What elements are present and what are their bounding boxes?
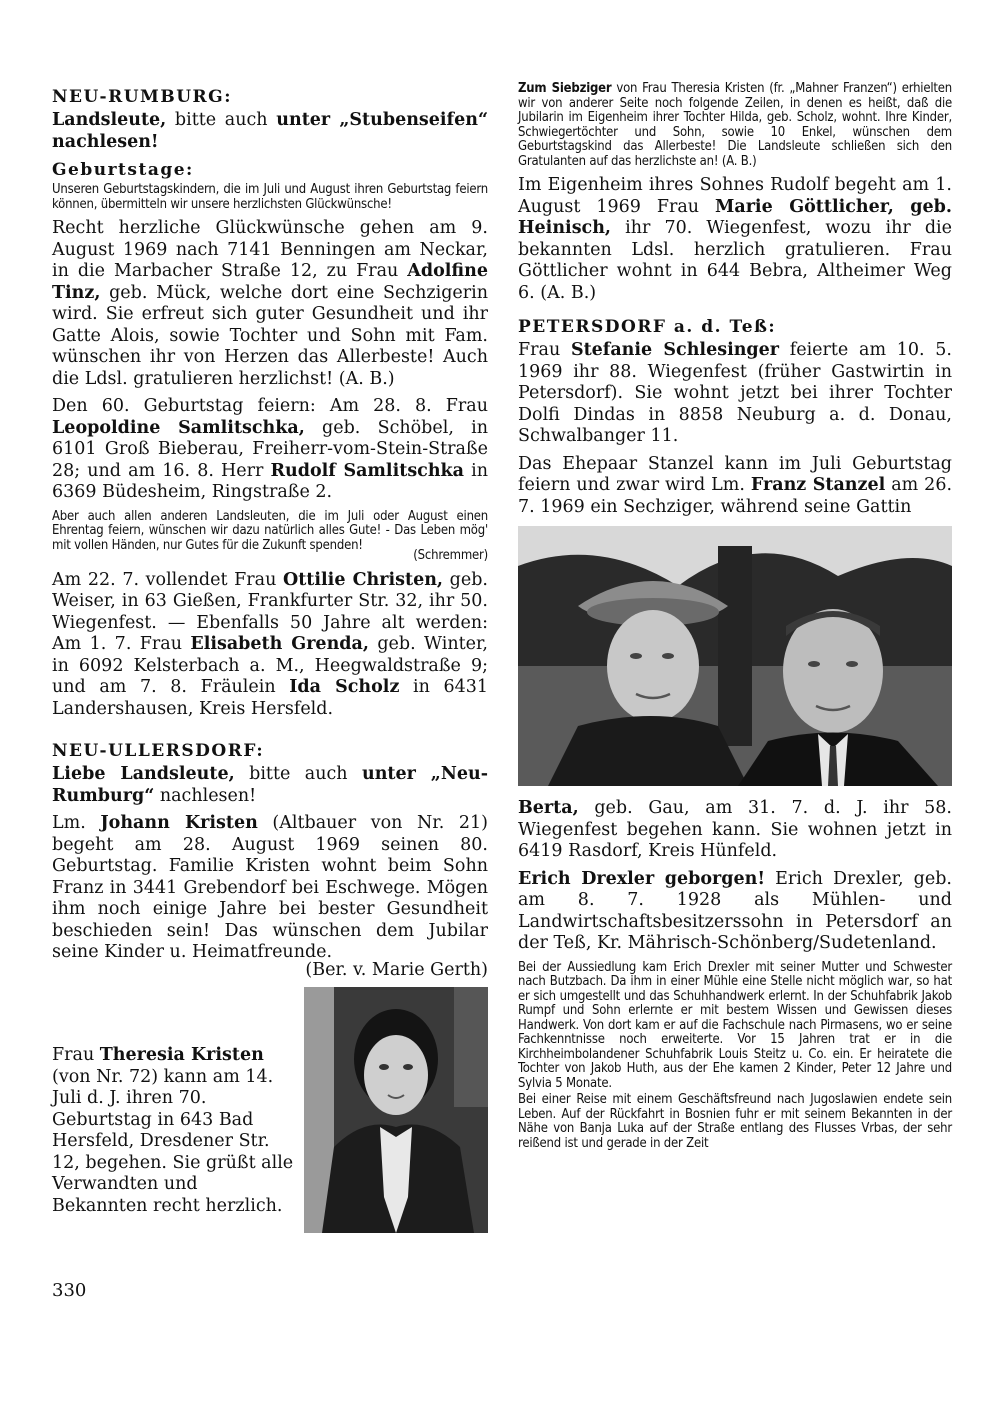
drexler-journey: Bei einer Reise mit einem Geschäftsfreund nach Jugoslawien endete sein Leben. Auf der Rückfahrt in Bosnien fuhr er mit seinem Bekannten in der Nähe von Banja Luka auf der Straße entlang des Flusses Vrbas, der sehr reißend ist und gerade in der Zeit [518,1092,952,1151]
intro-bold-2: unter „Stubenseifen“ nachlesen! [52,110,489,152]
neu-rumburg-heading: NEU-RUMBURG: [52,87,232,107]
text: ihr 70. Wiegenfest, wozu ihr die bekannten Ldsl. herzlich gratulieren. Frau Göttlicher wohnt in 644 Bebra, Altheimer Weg 6. (A. B.) [518,218,952,303]
text: Das Ehepaar Stanzel kann im Juli Geburtstag feiern und zwar wird Lm. [518,453,952,495]
text: bitte auch [234,764,362,784]
intro-text: bitte auch [166,110,277,130]
christen-paragraph [52,570,488,721]
right-column [518,80,952,1157]
drexler-details: Bei der Aussiedlung kam Erich Drexler mit seiner Mutter und Schwester nach Butzbach. Da ihm in einer Mühle eine Stelle nicht möglich war, so hat er sich umgestellt und das Schuhhandwerk erlernt. In der Schuhfabrik Jakob Rumpf und Sohn erlernte er mit bestem Wissen und Gewissen dieses Handwerk. Von dort kam er auf die Fachschule nach Pirmasens, wo er seine Fachkenntnisse noch erweiterte. Vor 15 Jahren trat er in die Kirchheimbolandener Schuhfabrik Louis Steitz u. Co. ein. Er heiratete die Tochter von Jakob Huth, aus der Ehe kamen 2 Kinder, Peter 12 Jahre und Sylvia 5 Monate. [518,959,952,1091]
text: geb. Winter, in 6092 Kelsterbach a. M., Heegwaldstraße 9; und am 7. 8. Fräulein [52,634,488,697]
text: am 26. 7. 1969 ein Sechziger, während seine Gattin [518,475,953,517]
birthdays-subheading: Geburtstage: [52,160,194,180]
name-bold: Adolfine Tinz, [52,261,488,303]
johann-kristen-paragraph [52,813,488,964]
text: Frau [518,340,571,360]
text: nachlesen! [154,785,257,806]
text: in 6369 Büdesheim, Ringstraße 2. [52,460,488,502]
text: in 6431 Landershausen, Kreis Hersfeld. [52,677,488,719]
name-bold: Ottilie Christen, [282,569,444,590]
stanzel-paragraph-start [518,454,952,519]
text: Im Eigenheim ihres Sohnes Rudolf begeht am 1. August 1969 Frau [518,175,952,217]
text: Frau [52,1045,100,1065]
name-bold: Marie Göttlicher, geb. Heinisch, [518,196,952,238]
name-bold: Ida Scholz [289,677,400,697]
theresia-kristen-paragraph [52,987,294,1227]
gerth-attribution: (Ber. v. Marie Gerth) [305,959,488,980]
couple-photo-drawing [518,526,952,786]
schlesinger-paragraph [518,340,952,448]
text: Am 22. 7. vollendet Frau [52,569,283,590]
drexler-title: Erich Drexler geborgen! [518,868,766,889]
schremmer-attribution: (Schremmer) [413,548,488,563]
text: geb. Mück, welche dort eine Sechzigerin wird. Sie erfreut sich guter Gesundheit und ihr Gatte Alois, sowie Tochter und Sohn mit Fam. wünschen ihr von Herzen das Allerbeste! Auch die Ldsl. gratulieren herzlichst! (A. B.) [52,282,488,389]
neu-ullersdorf-heading: NEU-ULLERSDORF: [52,741,265,761]
text: Den 60. Geburtstag feiern: Am 28. 8. Frau [52,396,488,416]
goettlicher-paragraph [518,175,952,304]
tinz-paragraph [52,218,488,390]
name-bold: Elisabeth Grenda, [190,634,369,654]
name-bold: Franz Stanzel [750,475,886,495]
text: geb. Gau, am 31. 7. d. J. ihr 58. Wiegenfest begehen kann. Sie wohnen jetzt in 6419 Rasdorf, Kreis Hünfeld. [518,798,952,861]
text: von Frau Theresia Kristen (fr. „Mahner Franzen“) erhielten wir von anderer Seite noch folgende Zeilen, in denen es heißt, daß die Jubilarin im Eigenheim ihrer Tochter Hilda, geb. Scholz, wohnt. Ihre Kinder, Schwiegertöchter und Sohn, sowie 10 Enkel, wünschen dem Geburtstagskind das Allerbeste! Die Landsleute schließen sich den Gratulanten auf das herzlichste an! (A. B.) [518,81,952,169]
lead-bold: Zum Siebziger [518,81,612,96]
name-bold: Johann Kristen [100,813,258,833]
left-column [52,80,488,1233]
portrait-photo [304,987,488,1233]
intro-bold: Liebe Landsleute, [52,764,235,784]
samlitschka-paragraph [52,396,488,504]
name-bold: Stefanie Schlesinger [570,340,780,360]
name-bold: Theresia Kristen [99,1045,264,1065]
theresia-kristen-block [52,987,488,1233]
intro-bold-2: unter „Neu-Rumburg“ [52,764,488,806]
text: (von Nr. 72) kann am 14. Juli d. J. ihren 70. Geburtstag in 643 Bad Hersfeld, Dresdener Str. 12, begehen. Sie grüßt alle Verwandten und Bekannten recht herzlich. [52,1066,294,1216]
portrait-photo-drawing [304,987,488,1233]
neu-ullersdorf-intro [52,764,488,807]
name-bold: Rudolf Samlitschka [270,460,465,481]
stanzel-paragraph-end [518,798,952,863]
petersdorf-heading: PETERSDORF a. d. Teß: [518,317,777,337]
birthday-greeting: Unseren Geburtstagskindern, die im Juli und August ihren Geburtstag feiern können, übermitteln wir unsere herzlichsten Glückwünsche! [52,182,488,212]
text: geb. Weiser, in 63 Gießen, Frankfurter Str. 32, ihr 50. Wiegenfest. — Ebenfalls 50 Jahre alt werden: Am 1. 7. Frau [52,569,488,654]
name-bold-berta: Berta, [518,798,579,818]
page-number: 330 [52,1280,87,1301]
name-bold: Leopoldine Samlitschka, [52,417,305,438]
siebziger-paragraph [518,82,952,169]
text: Lm. [52,813,101,833]
text: geb. Schöbel, in 6101 Groß Bieberau, Freiherr-vom-Stein-Straße 28; und am 16. 8. Herr [52,417,488,481]
couple-photo [518,526,952,786]
text: Erich Drexler, geb. am 8. 7. 1928 als Mühlen- und Landwirtschaftsbesitzerssohn in Petersdorf an der Teß, Kr. Mährisch-Schönberg/Sudetenland. [518,868,952,953]
drexler-paragraph [518,869,952,955]
text: feierte am 10. 5. 1969 ihr 88. Wiegenfest (früher Gastwirtin in Petersdorf). Sie wohnt jetzt bei ihrer Tochter Dolfi Dindas in 8858 Neuburg a. d. Donau, Schwalbanger 11. [518,340,952,446]
intro-bold: Landsleute, [52,110,167,130]
all-others-paragraph: Aber auch allen anderen Landsleuten, die im Juli oder August einen Ehrentag feiern, wünschen wir dazu natürlich alles Gute! - Das Leben mög' mit vollen Händen, nur Gutes für die Zukunft spenden! [52,508,488,553]
text: (Altbauer von Nr. 21) begeht am 28. August 1969 seinen 80. Geburtstag. Familie Kristen wohnt beim Sohn Franz in 3441 Grebendorf bei Eschwege. Mögen ihm noch einige Jahre bei bester Gesundheit beschieden sein! Das wünschen dem Jubilar seine Kinder u. Heimatfreunde. [52,813,488,962]
neu-rumburg-intro [52,110,488,153]
text: Recht herzliche Glückwünsche gehen am 9. August 1969 nach 7141 Benningen am Neckar, in die Marbacher Straße 12, zu Frau [52,218,488,281]
